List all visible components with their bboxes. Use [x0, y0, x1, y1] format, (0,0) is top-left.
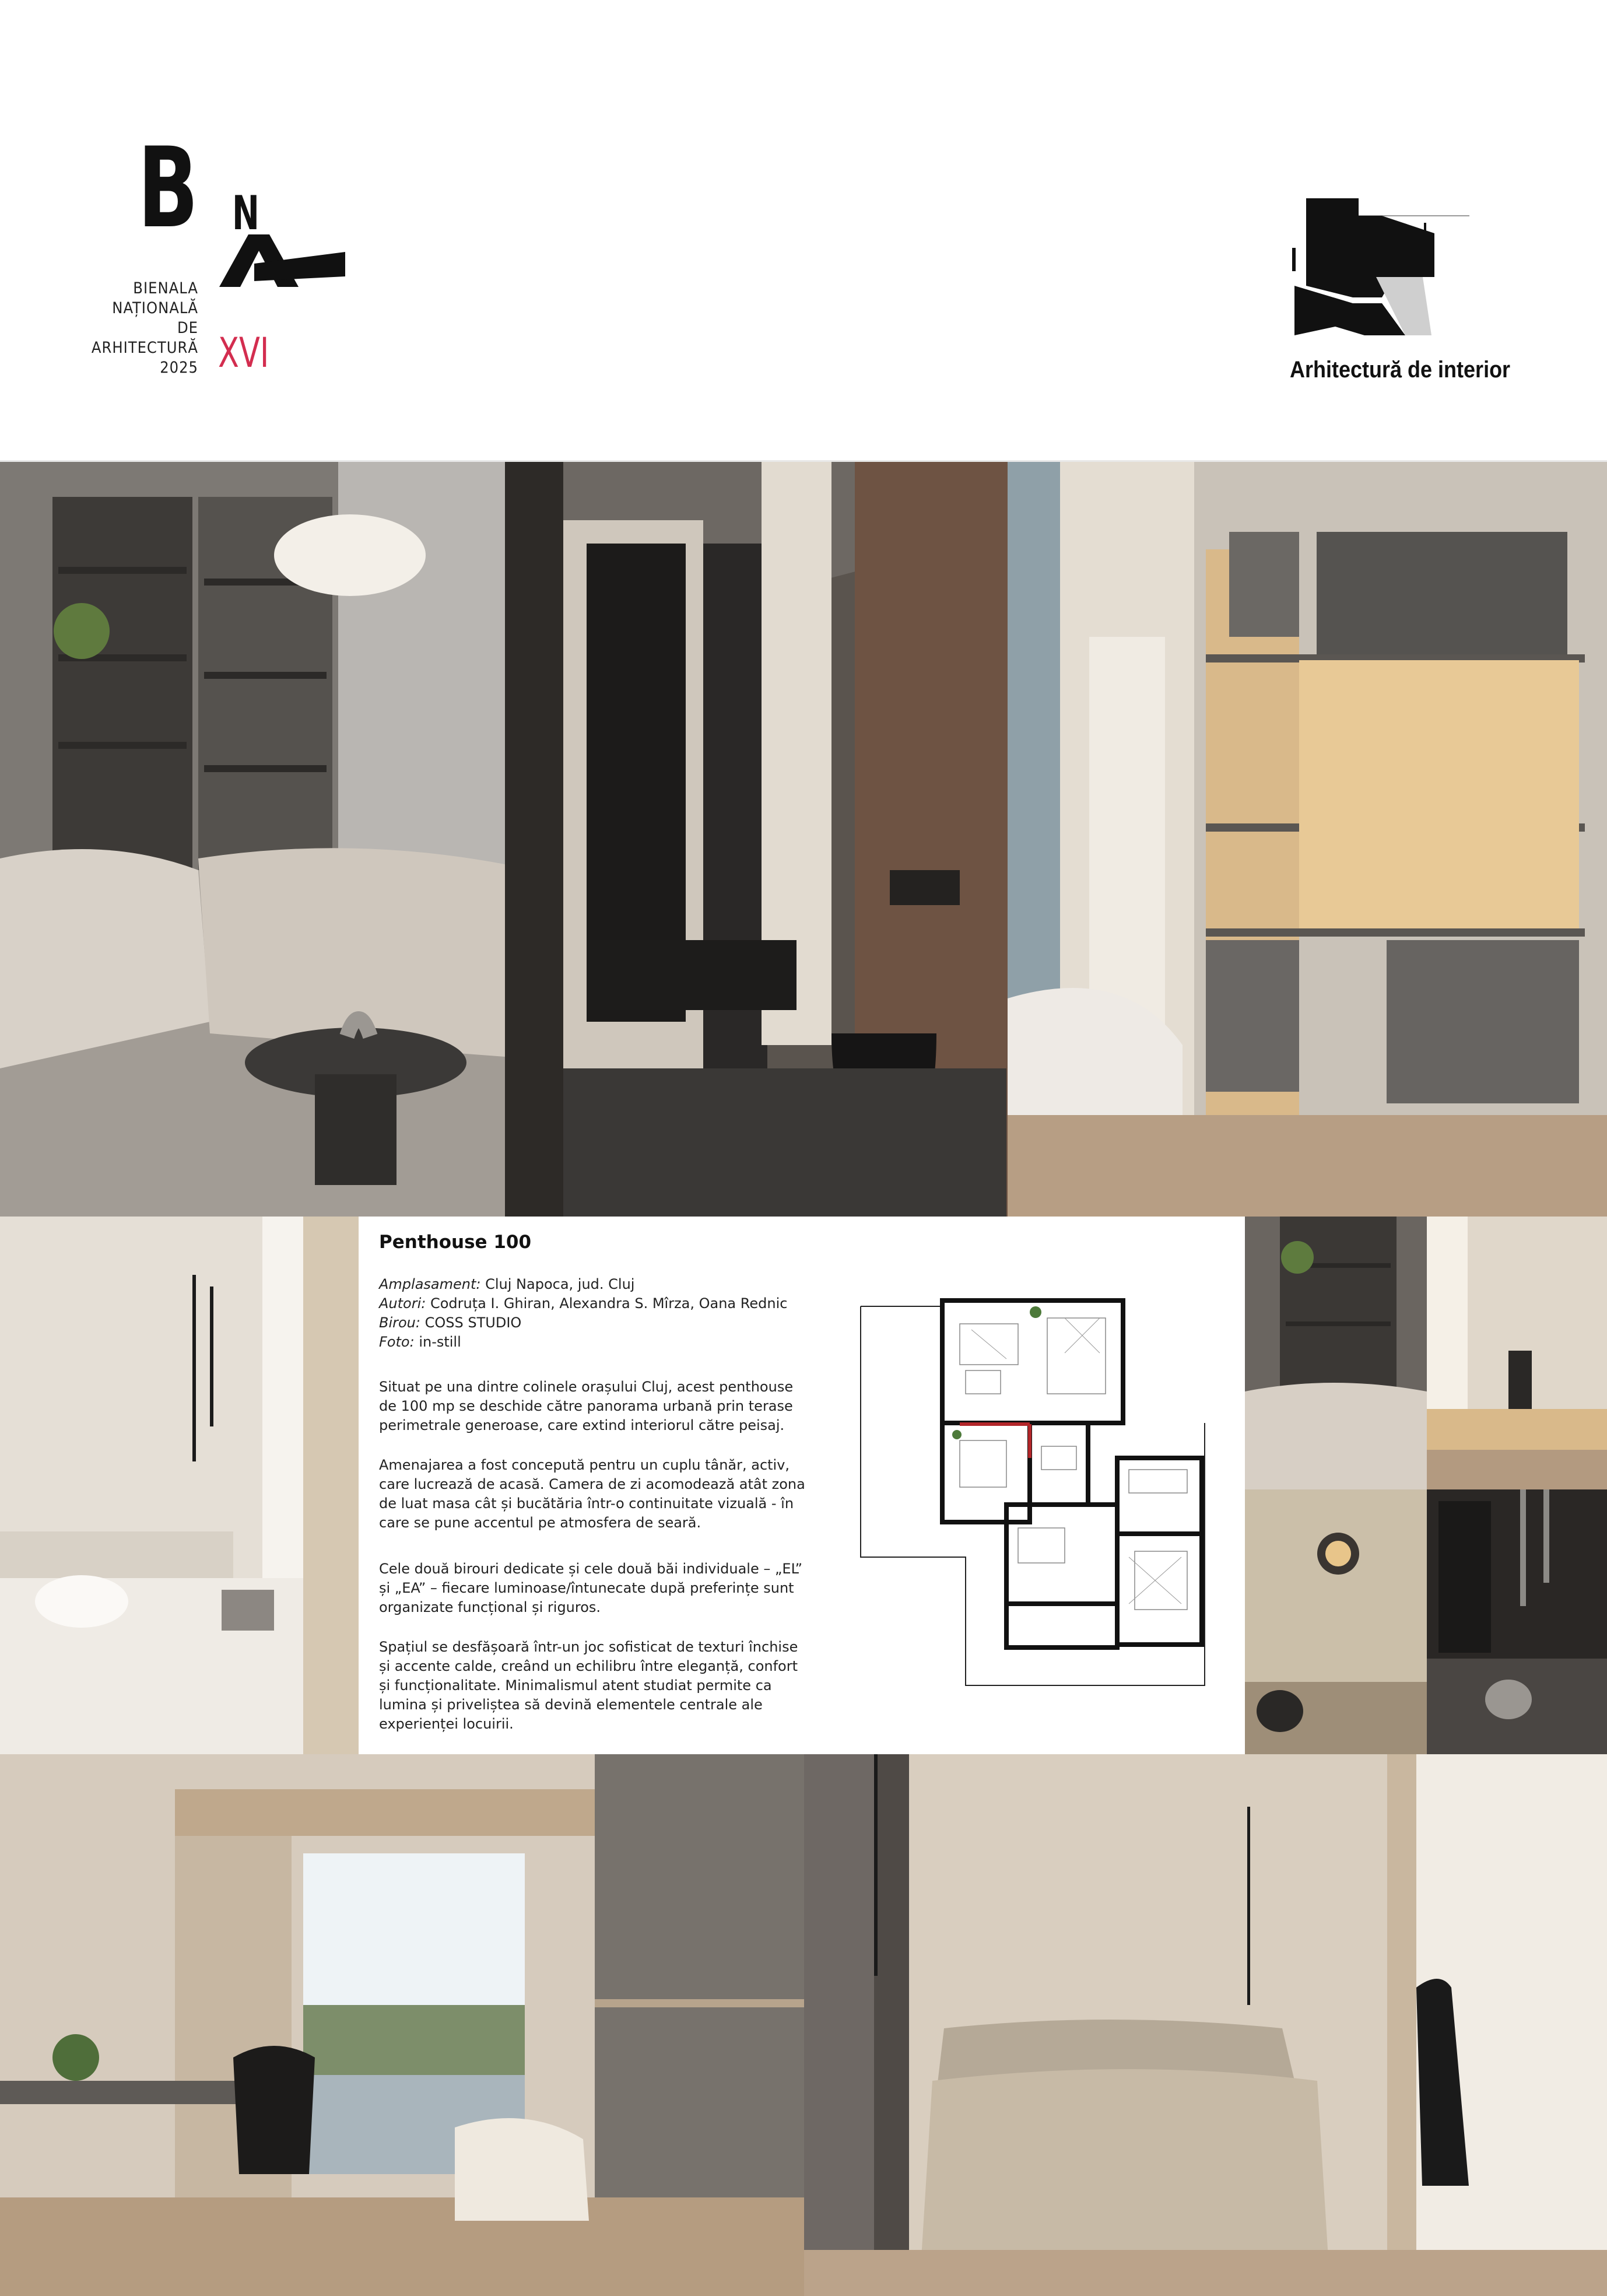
meta-authors-label: Autori:: [379, 1295, 426, 1312]
logo-line: 2025: [160, 359, 198, 377]
meta-location: [379, 1275, 822, 1294]
photo-window-seat: [1427, 1217, 1607, 1489]
meta-office: [379, 1313, 822, 1333]
description-paragraph: Spațiul se desfășoară într-un joc sofisticat de texturi închise și accente calde, creând un echilibru între eleganță, confort și funcționalitate. Minimalismul atent studiat permite ca lumina și priveliștea să devină elementele centrale ale experienței locuirii.: [379, 1639, 798, 1732]
meta-photo: [379, 1333, 822, 1352]
photo-living-detail: [1245, 1217, 1427, 1489]
photo-dark-bathroom: [505, 462, 1008, 1217]
photo-living-room: [0, 462, 505, 1217]
description-paragraph: Cele două birouri dedicate și cele două băi individuale – „EL” și „EA” – fiecare luminoase/întunecate după preferințe sunt organizate funcțional și riguros.: [379, 1561, 803, 1615]
interior-architecture-category-icon: [1289, 192, 1469, 344]
photo-bedroom-bright: [0, 1217, 359, 1754]
logo-line: BIENALA: [133, 279, 198, 297]
photo-wall-lamp: [1245, 1489, 1427, 1754]
meta-photo-value: in-still: [419, 1334, 461, 1350]
bna-logo-caption: [87, 279, 198, 378]
meta-office-label: Birou:: [379, 1314, 420, 1331]
photo-master-bedroom: [804, 1754, 1607, 2296]
logo-line: ARHITECTURĂ: [91, 339, 198, 357]
bna-logo-icon: [219, 229, 345, 287]
edition-number: XVI: [218, 329, 269, 377]
meta-office-value: COSS STUDIO: [424, 1314, 522, 1331]
project-metadata: [379, 1275, 822, 1352]
photo-dark-kitchen: [1427, 1489, 1607, 1754]
category-label: Arhitectură de interior: [1290, 357, 1511, 383]
meta-authors: [379, 1294, 822, 1313]
bna-logo-letter-n: N: [232, 186, 259, 240]
logo-line: NAȚIONALĂ: [112, 299, 198, 317]
floor-plan-drawing: [855, 1295, 1216, 1691]
meta-location-label: Amplasament:: [379, 1276, 481, 1292]
project-title: Penthouse 100: [379, 1232, 532, 1253]
meta-photo-label: Foto:: [379, 1334, 415, 1350]
description-paragraph: Situat pe una dintre colinele orașului Cluj, acest penthouse de 100 mp se deschide către panorama urbană prin terase perimetrale generoase, care extind interiorul către peisaj.: [379, 1379, 794, 1433]
photo-shelving-nook: [1008, 462, 1607, 1217]
meta-location-value: Cluj Napoca, jud. Cluj: [485, 1276, 635, 1292]
meta-authors-value: Codruța I. Ghiran, Alexandra S. Mîrza, Oana Rednic: [430, 1295, 788, 1312]
logo-line: DE: [177, 319, 198, 337]
description-paragraph: Amenajarea a fost concepută pentru un cuplu tânăr, activ, care lucrează de acasă. Camera de zi acomodează atât zona de luat masa cât și bucătăria într-o continuitate vizuală - în care se pune accentul pe atmosfera de seară.: [379, 1457, 805, 1531]
bna-logo-letter-b: B: [138, 124, 199, 253]
photo-study-room: [0, 1754, 804, 2296]
